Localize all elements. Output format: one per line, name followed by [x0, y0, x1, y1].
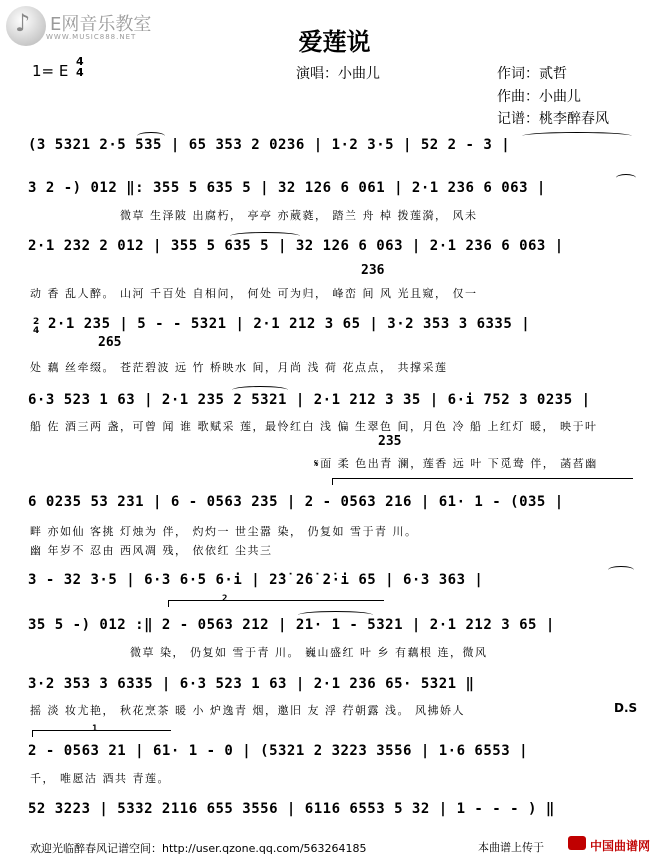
lyric-row-3: 动 香 乱人醉。 山河 千百处 自相问， 何处 可为归， 峰峦 间 风 光且窥， 仅一: [30, 287, 478, 300]
slur: [230, 232, 300, 240]
score-row-7: 3 - 32 3·5 | 6·3 6·5 6·i | 2̇3̇ 2̇6̇ 2̇·i 65 | 6·3 363 |: [28, 572, 484, 588]
time-signature: 4 4: [76, 55, 84, 79]
volta-1-label: 1: [92, 724, 98, 734]
volta-bracket-1: [32, 730, 171, 737]
score-row-10: 2 - 0563 21 | 61· 1 - 0 | (5321 2 3223 3556 | 1·6 6553 |: [28, 743, 529, 759]
coda-lyric: 𝄋面 柔 色出青 澜，莲香 远 叶 下觅鸯 伴， 菡萏幽: [314, 457, 598, 470]
slur: [298, 611, 373, 619]
dal-segno-marking: D.S: [614, 701, 638, 715]
lyric-row-5: 船 佐 酒三两 盏，可曾 闻 谁 歌赋采 莲，最怜红白 浅 偏 生翠色 间，月色 冷 船 上红灯 暖， 映于叶: [30, 420, 598, 433]
key-signature: 1= E: [32, 62, 69, 80]
volta-bracket: [332, 478, 633, 485]
score-row-5: 6·3 523 1 63 | 2·1 235 2 5321 | 2·1 212 3 35 | 6·i 752 3 0235 |: [28, 392, 591, 408]
tie: [608, 566, 634, 574]
score-row-4: 2·1 235 | 5 - - 5321 | 2·1 212 3 65 | 3·2 353 3 6335 |: [48, 316, 531, 332]
composer-credit: 作曲：小曲儿: [497, 89, 581, 105]
singer-credit: 演唱：小曲儿: [296, 66, 380, 82]
lyric-row-9: 摇 淡 妆尤艳， 秋花烹茶 暖 小 炉逸青 烟，邀旧 友 浮 荇朝露 浅。 风拂娇人: [30, 704, 465, 717]
lyric-row-6: 畔 亦如仙 客挑 灯烛为 伴， 灼灼一 世尘嚣 染， 仍复如 雪于青 川。: [30, 525, 418, 538]
song-title: 爱莲说: [298, 27, 371, 56]
music-note-icon: ♪: [6, 6, 46, 46]
footer-upload-text: 本曲谱上传于: [478, 841, 544, 854]
score-row-8: 35 5 -) 012 :‖ 2 - 0563 212 | 21· 1 - 5321 | 2·1 212 3 65 |: [28, 617, 555, 633]
lyric-row-4: 处 藕 丝牵缀。 苍茫碧波 远 竹 桥映水 间，月尚 浅 荷 花点点， 共撑采莲: [30, 361, 448, 374]
score-row-3: 2·1 232 2 012 | 355 5 635 5 | 32 126 6 063 | 2·1 236 6 063 |: [28, 238, 564, 254]
alt-notes-236: 236: [361, 263, 385, 278]
flag-logo-icon: [568, 836, 586, 850]
footer-visit-text: 欢迎光临醉春风记谱空间：http://user.qzone.qq.com/563264185: [30, 842, 367, 855]
lyricist-credit: 作词：贰哲: [497, 66, 567, 82]
score-row-2: 3 2 -) 012 ‖: 355 5 635 5 | 32 126 6 061 | 2·1 236 6 063 |: [28, 180, 546, 196]
score-row-11: 52 3223 | 5332 2116 655 3556 | 6116 6553 5 32 | 1 - - - ) ‖: [28, 801, 555, 817]
score-row-9: 3·2 353 3 6335 | 6·3 523 1 63 | 2·1 236 65· 5321 ‖: [28, 676, 475, 692]
watermark-site-url: WWW.MUSIC888.NET: [46, 33, 137, 41]
slur: [232, 386, 288, 394]
score-row-6: 6 0235 53 231 | 6 - 0563 235 | 2 - 0563 216 | 61· 1 - (035 |: [28, 494, 564, 510]
tie: [616, 174, 636, 182]
score-row-1: (3 5321 2·5 535 | 65 353 2 0236 | 1·2 3·5 | 52 2 - 3 |: [28, 137, 511, 153]
lyric-row-2: 微草 生泽陂 出腐朽， 亭亭 亦葳蕤， 踏兰 舟 棹 拨莲漪， 风未: [120, 209, 478, 222]
footer-brand: 中国曲谱网: [590, 839, 651, 853]
alt-notes-235: 235: [378, 434, 402, 449]
volta-2-label: 2: [222, 594, 228, 604]
lyric-row-8: 微草 染， 仍复如 雪于青 川。 巍山盛红 叶 乡 有藕根 连，微风: [130, 646, 488, 659]
tie: [522, 132, 632, 140]
volta-bracket-2: [168, 600, 384, 607]
slur: [137, 132, 165, 140]
time-signature-change: 2 4: [33, 317, 40, 336]
alt-notes-265: 265: [98, 335, 122, 350]
transcriber-credit: 记谱：桃李醉春风: [497, 111, 609, 127]
lyric-row-6b: 幽 年岁不 忍由 西风凋 残， 依依红 尘共三: [30, 544, 273, 557]
lyric-row-10: 千， 唯愿沽 酒共 青莲。: [30, 772, 170, 785]
watermark-site-name: E网音乐教室: [50, 14, 152, 35]
